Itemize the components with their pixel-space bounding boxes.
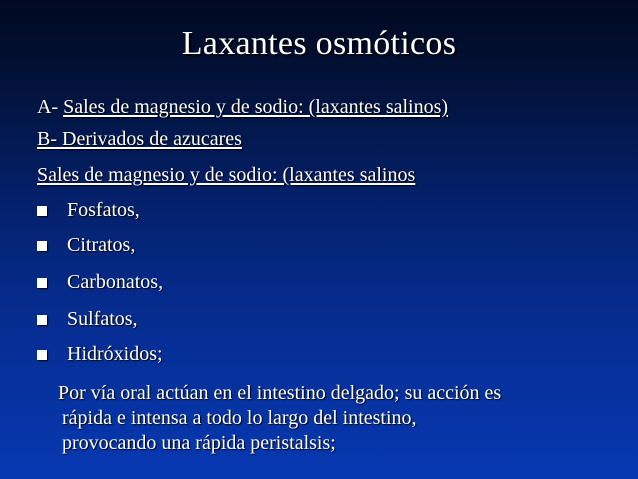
bullet-label: Hidróxidos; (67, 342, 163, 365)
line-a-text: Sales de magnesio y de sodio: (laxantes salinos) (63, 96, 449, 118)
subheading-text: Sales de magnesio y de sodio: (laxantes salinos (37, 164, 416, 186)
paragraph-line-2: rápida e intensa a todo lo largo del intestino, (62, 407, 417, 429)
square-bullet-icon (37, 241, 47, 251)
line-a (37, 94, 448, 120)
line-b (37, 126, 242, 152)
subheading (37, 162, 415, 188)
square-bullet-icon (37, 206, 47, 216)
bullet-item (37, 340, 163, 368)
square-bullet-icon (37, 278, 47, 288)
square-bullet-icon (37, 350, 47, 360)
bullet-label: Fosfatos, (67, 198, 140, 221)
paragraph-line-3: provocando una rápida peristalsis; (62, 432, 336, 454)
line-b-text: B- Derivados de azucares (37, 128, 242, 150)
bullet-item (37, 196, 140, 224)
slide-title: Laxantes osmóticos (181, 25, 457, 62)
bullet-label: Carbonatos, (67, 270, 164, 293)
body-paragraph (58, 381, 622, 456)
bullet-label: Sulfatos, (67, 307, 138, 330)
bullet-item (37, 305, 138, 333)
paragraph-line-1: Por vía oral actúan en el intestino delgado; su acción es (58, 382, 502, 404)
line-a-prefix: A- (37, 96, 64, 118)
bullet-label: Citratos, (67, 233, 136, 256)
bullet-item (37, 268, 163, 296)
bullet-item (37, 231, 135, 259)
square-bullet-icon (37, 315, 47, 325)
